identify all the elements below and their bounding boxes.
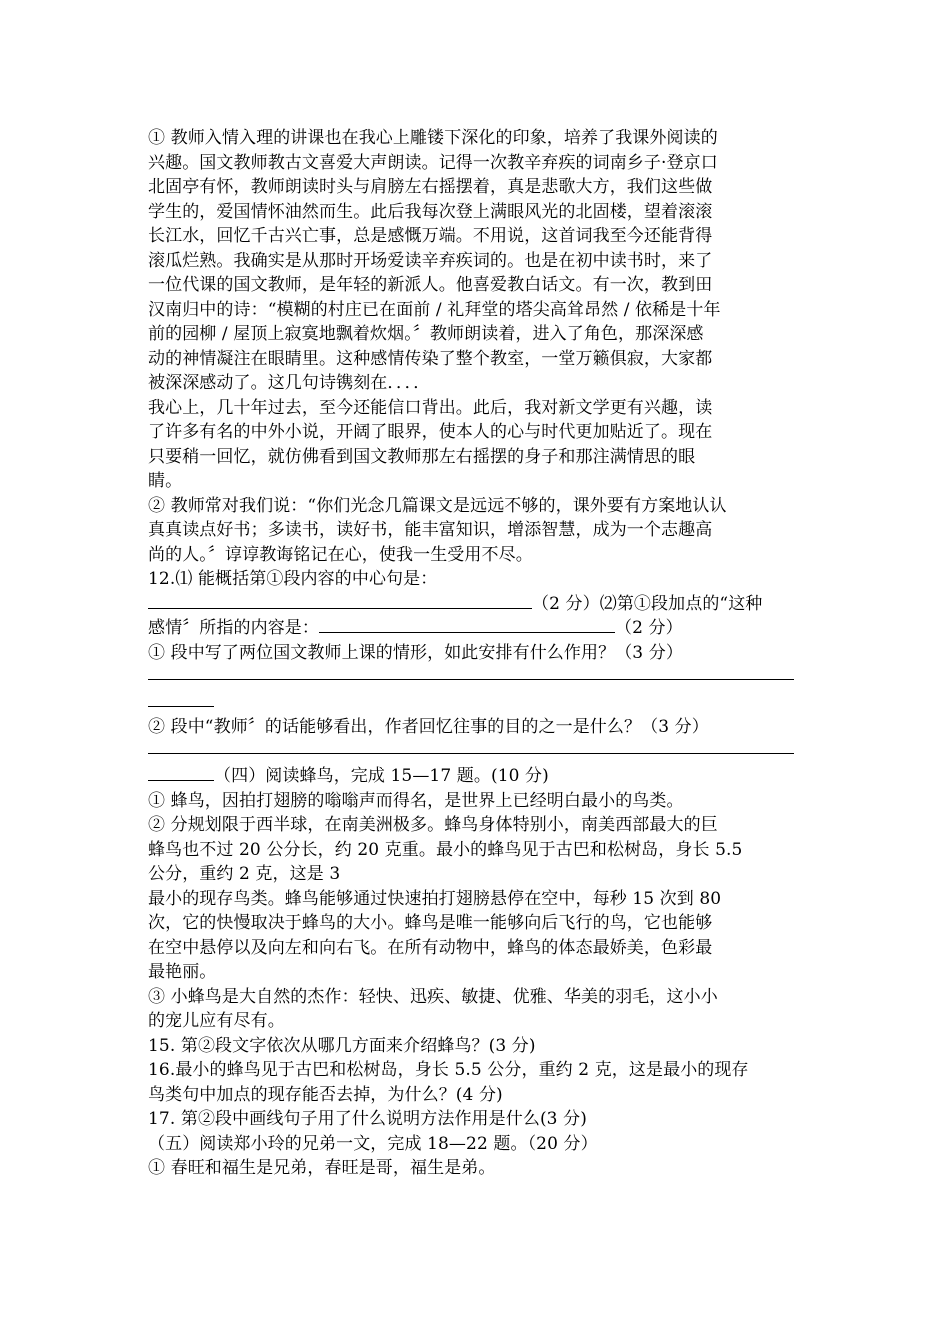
passage-3-line: 北固亭有怀，教师朗读时头与肩膀左右摇摆着，真是悲歌大方，我们这些做 — [148, 177, 713, 197]
passage-3-line: ① 教师入情入理的讲课也在我心上雕镂下深化的印象，培养了我课外阅读的 — [148, 128, 718, 148]
passage-3-line: 只要稍一回忆，就仿佛看到国文教师那左右摇摆的身子和那注满情思的眼 — [148, 446, 696, 467]
passage-3-line: 12.⑴ 能概括第①段内容的中心句是： — [148, 569, 438, 589]
passage-4-line: 15. 第②段文字依次从哪几方面来介绍蜂鸟？(3 分) — [148, 1035, 536, 1056]
answer-line-13[interactable] — [148, 665, 794, 680]
passage-3-line: 真真读点好书；多读书，读好书，能丰富知识，增添智慧，成为一个志趣高 — [148, 520, 713, 540]
question-14: ② 段中“教师〞的话能够看出，作者回忆往事的目的之一是什么？（3 分） — [148, 716, 709, 737]
passage-3-line: ② 教师常对我们说：“你们光念几篇课文是远远不够的，课外要有方案地认认 — [148, 495, 727, 516]
passage-3-line: 汉南归中的诗：“模糊的村庄已在面前 / 礼拜堂的塔尖高耸昂然 / 依稀是十年 — [148, 299, 721, 320]
passage-3-line: 学生的，爱国情怀油然而生。此后我每次登上满眼风光的北固楼，望着滚滚 — [148, 201, 713, 222]
answer-line-14[interactable] — [148, 739, 794, 754]
passage-4-line: 最小的现存鸟类。蜂鸟能够通过快速拍打翅膀悬停在空中，每秒 15 次到 80 — [148, 888, 722, 909]
answer-blank-13-tail[interactable] — [148, 690, 214, 707]
answer-line-13-tail — [148, 690, 800, 715]
passage-4-line: ③ 小蜂鸟是大自然的杰作：轻快、迅疾、敏捷、优雅、华美的羽毛，这小小 — [148, 986, 718, 1007]
passage-4-line: ① 蜂鸟，因拍打翅膀的嗡嗡声而得名，是世界上已经明白最小的鸟类。 — [148, 790, 684, 811]
passage-4-line: 最艳丽。 — [148, 962, 217, 982]
passage-4-line: 鸟类句中加点的现存能否去掉，为什么？(4 分) — [148, 1084, 503, 1105]
passage-4-line: 16.最小的蜂鸟见于古巴和松树岛，身长 5.5 公分，重约 2 克，这是最小的现存 — [148, 1060, 749, 1080]
section-4-title: （四）阅读蜂鸟，完成 15—17 题。(10 分) — [214, 766, 549, 786]
q12-answer-line-2 — [148, 616, 800, 641]
answer-blank-14-tail[interactable] — [148, 764, 214, 781]
passage-3-line: 睛。 — [148, 471, 183, 491]
q12-part1-score: （2 分）⑵第①段加点的“这种 — [532, 593, 763, 614]
q12-part2-prefix: 感情〞所指的内容是： — [148, 618, 319, 638]
passage-3-line: 被深深感动了。这几句诗镌刻在．．．． — [148, 373, 431, 393]
passage-4-line: ① 春旺和福生是兄弟，春旺是哥，福生是弟。 — [148, 1158, 496, 1178]
passage-4-text — [148, 789, 800, 1181]
q12-part2-score: （2 分） — [615, 618, 683, 638]
passage-4-line: 公分，重约 2 克，这是 3 — [148, 864, 341, 884]
passage-4-line: ② 分规划限于西半球，在南美洲极多。蜂鸟身体特别小，南美西部最大的巨 — [148, 815, 718, 835]
passage-4-line: 17. 第②段中画线句子用了什么说明方法作用是什么(3 分) — [148, 1109, 587, 1129]
section-4-heading-line — [148, 764, 800, 789]
passage-3-line: 尚的人。〞谆谆教诲铭记在心，使我一生受用不尽。 — [148, 544, 533, 565]
passage-4-line: 在空中悬停以及向左和向右飞。在所有动物中，蜂鸟的体态最娇美，色彩最 — [148, 937, 713, 958]
passage-4-line: 蜂鸟也不过 20 公分长，约 20 克重。最小的蜂鸟见于古巴和松树岛，身长 5.5 — [148, 839, 743, 860]
passage-3-line: 滚瓜烂熟。我确实是从那时开场爱读辛弃疾词的。也是在初中读书时，来了 — [148, 250, 713, 271]
passage-3-line: 兴趣。国文教师教古文喜爱大声朗读。记得一次教辛弃疾的词南乡子·登京口 — [148, 152, 718, 173]
passage-3-line: 长江水，回忆千古兴亡事，总是感慨万端。不用说，这首词我至今还能背得 — [148, 226, 713, 246]
passage-4-line: 的宠儿应有尽有。 — [148, 1011, 285, 1031]
passage-4-line: 次，它的快慢取决于蜂鸟的大小。蜂鸟是唯一能够向后飞行的鸟，它也能够 — [148, 913, 713, 933]
passage-3-line: 前的园柳 / 屋顶上寂寞地飘着炊烟。〞教师朗读着，进入了角色，那深深感 — [148, 324, 704, 344]
passage-3-line: 了许多有名的中外小说，开阔了眼界，使本人的心与时代更加贴近了。现在 — [148, 422, 713, 442]
answer-blank-2[interactable] — [319, 616, 615, 633]
answer-blank-1[interactable] — [148, 592, 532, 609]
question-13: ① 段中写了两位国文教师上课的情形，如此安排有什么作用？（3 分） — [148, 642, 683, 663]
passage-3-line: 一位代课的国文教师，是年轻的新派人。他喜爱教白话文。有一次，教到田 — [148, 275, 713, 295]
passage-3-line: 动的神情凝注在眼睛里。这种感情传染了整个教室，一堂万籁俱寂，大家都 — [148, 348, 713, 369]
passage-4-line: （五）阅读郑小玲的兄弟一文，完成 18—22 题。（20 分） — [148, 1133, 598, 1154]
q12-answer-line-1 — [148, 592, 800, 617]
passage-3-text — [148, 126, 800, 592]
passage-3-line: 我心上，几十年过去，至今还能信口背出。此后，我对新文学更有兴趣，读 — [148, 397, 713, 418]
document-page — [148, 126, 800, 1181]
